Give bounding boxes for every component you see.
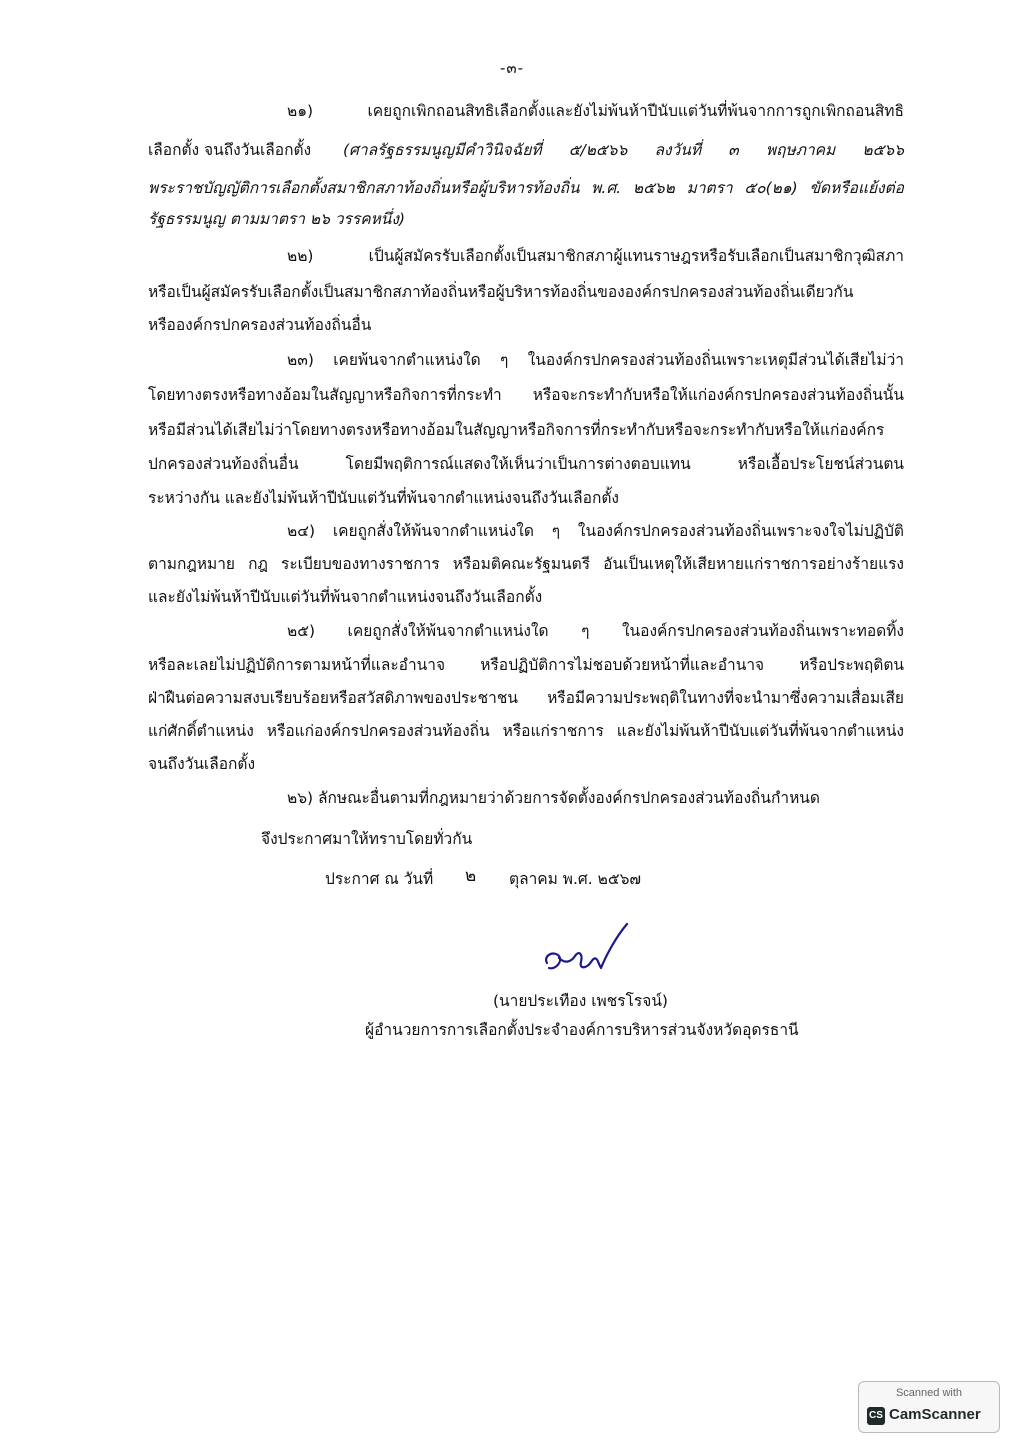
signature-icon — [535, 918, 635, 988]
item-25-line-3: ฝ่าฝืนต่อความสงบเรียบร้อยหรือสวัสดิภาพของประชาชน หรือมีความประพฤติในทางที่จะนำมาซึ่งความเสื่อมเสีย — [148, 689, 904, 707]
item-25-line-2: หรือละเลยไม่ปฏิบัติการตามหน้าที่และอำนาจ หรือปฏิบัติการไม่ชอบด้วยหน้าที่และอำนาจ หรือประพฤติตน — [148, 656, 904, 674]
item-22-line-2: หรือเป็นผู้สมัครรับเลือกตั้งเป็นสมาชิกสภาท้องถิ่นหรือผู้บริหารท้องถิ่นขององค์กรปกครองส่วนท้องถิ่นเดียวกัน — [148, 283, 854, 301]
item-25-line-4: แก่ศักดิ์ตำแหน่ง หรือแก่องค์กรปกครองส่วนท้องถิ่น หรือแก่ราชการ และยังไม่พ้นห้าปีนับแต่วันที่พ้นจากตำแหน่ง — [148, 722, 904, 740]
item-24-line-2: ตามกฎหมาย กฎ ระเบียบของทางราชการ หรือมติคณะรัฐมนตรี อันเป็นเหตุให้เสียหายแก่ราชการอย่างร้ายแรง — [148, 555, 904, 573]
date-day: ๒ — [465, 866, 477, 886]
item-21-line-3: พระราชบัญญัติการเลือกตั้งสมาชิกสภาท้องถิ่นหรือผู้บริหารท้องถิ่น พ.ศ. ๒๕๖๒ มาตรา ๕๐(๒๑) ขัดหรือแย้งต่อ — [148, 179, 904, 197]
item-21-line-2-ruling: (ศาลรัฐธรรมนูญมีคำวินิจฉัยที่ ๕/๒๕๖๖ ลงวันที่ ๓ พฤษภาคม ๒๕๖๖ — [343, 141, 904, 159]
camscanner-name: CamScanner — [889, 1406, 981, 1423]
item-21-line-4: รัฐธรรมนูญ ตามมาตรา ๒๖ วรรคหนึ่ง) — [148, 210, 405, 228]
item-22-line-3: หรือองค์กรปกครองส่วนท้องถิ่นอื่น — [148, 316, 372, 334]
item-25-line-5: จนถึงวันเลือกตั้ง — [148, 755, 256, 773]
camscanner-logo-icon: CS — [867, 1407, 885, 1425]
item-24-line-1: ๒๔) เคยถูกสั่งให้พ้นจากตำแหน่งใด ๆ ในองค์กรปกครองส่วนท้องถิ่นเพราะจงใจไม่ปฏิบัติ — [287, 522, 904, 540]
date-suffix: ตุลาคม พ.ศ. ๒๕๖๗ — [509, 870, 642, 888]
item-23-line-3: หรือมีส่วนได้เสียไม่ว่าโดยทางตรงหรือทางอ้อมในสัญญาหรือกิจการที่กระทำกับหรือจะกระทำกับหรือให้แก่องค์กร — [148, 421, 885, 439]
item-23-line-2: โดยทางตรงหรือทางอ้อมในสัญญาหรือกิจการที่กระทำ หรือจะกระทำกับหรือให้แก่องค์กรปกครองส่วนท้องถิ่นนั้น — [148, 386, 904, 404]
item-21-line-1: ๒๑) เคยถูกเพิกถอนสิทธิเลือกตั้งและยังไม่พ้นห้าปีนับแต่วันที่พ้นจากการถูกเพิกถอนสิทธิ — [287, 102, 904, 120]
item-23-line-4: ปกครองส่วนท้องถิ่นอื่น โดยมีพฤติการณ์แสดงให้เห็นว่าเป็นการต่างตอบแทน หรือเอื้อประโยชน์ส่วนตน — [148, 455, 904, 473]
page-number: -๓- — [499, 59, 525, 77]
item-26-line-1: ๒๖) ลักษณะอื่นตามที่กฎหมายว่าด้วยการจัดตั้งองค์กรปกครองส่วนท้องถิ่นกำหนด — [287, 789, 820, 807]
camscanner-watermark — [858, 1381, 1000, 1433]
scanned-with-label: Scanned with — [895, 1387, 963, 1399]
item-25-line-1: ๒๕) เคยถูกสั่งให้พ้นจากตำแหน่งใด ๆ ในองค์กรปกครองส่วนท้องถิ่นเพราะทอดทิ้ง — [287, 622, 904, 640]
date-prefix: ประกาศ ณ วันที่ — [325, 870, 434, 888]
item-24-line-3: และยังไม่พ้นห้าปีนับแต่วันที่พ้นจากตำแหน่งจนถึงวันเลือกตั้ง — [148, 588, 543, 606]
item-23-line-5: ระหว่างกัน และยังไม่พ้นห้าปีนับแต่วันที่พ้นจากตำแหน่งจนถึงวันเลือกตั้ง — [148, 489, 619, 507]
signer-title: ผู้อำนวยการการเลือกตั้งประจำองค์การบริหารส่วนจังหวัดอุดรธานี — [365, 1021, 799, 1039]
item-21-line-2: เลือกตั้ง จนถึงวันเลือกตั้ง — [148, 141, 312, 159]
item-23-line-1: ๒๓) เคยพ้นจากตำแหน่งใด ๆ ในองค์กรปกครองส่วนท้องถิ่นเพราะเหตุมีส่วนได้เสียไม่ว่า — [287, 351, 904, 369]
announcement: จึงประกาศมาให้ทราบโดยทั่วกัน — [261, 830, 473, 848]
item-22-line-1: ๒๒) เป็นผู้สมัครรับเลือกตั้งเป็นสมาชิกสภาผู้แทนราษฎรหรือรับเลือกเป็นสมาชิกวุฒิสภา — [287, 247, 904, 265]
signer-name: (นายประเทือง เพชรโรจน์) — [493, 992, 668, 1010]
